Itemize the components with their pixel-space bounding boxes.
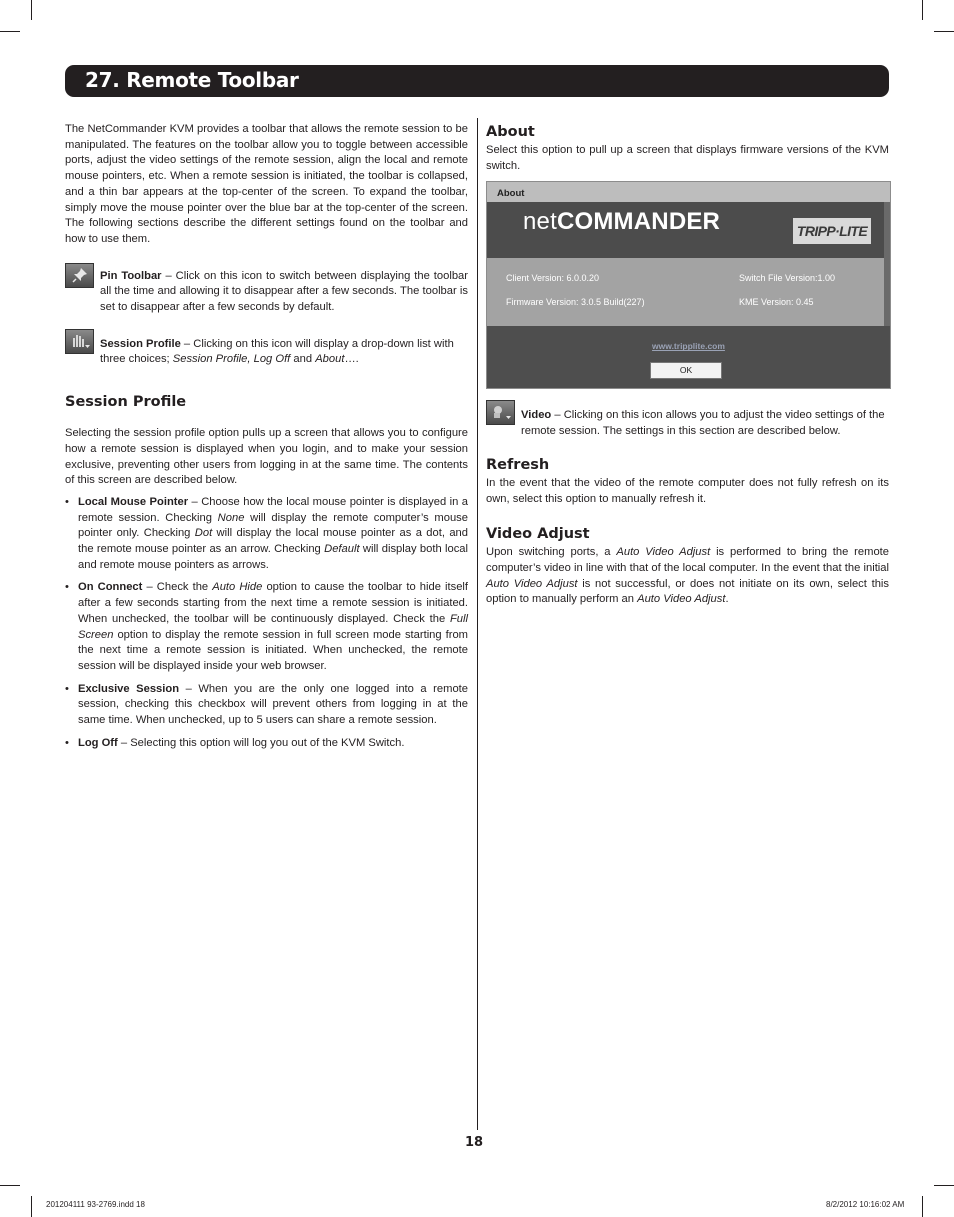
video-adjust-heading: Video Adjust: [486, 526, 590, 543]
exclusive-session-label: Exclusive Session: [78, 682, 180, 695]
refresh-text: In the event that the video of the remote computer does not fully refresh on its own, select this option to manually refresh it.: [486, 476, 889, 505]
session-profile-intro: Selecting the session profile option pulls up a screen that allows you to configure how a remote session is displayed when you login, and to make your session exclusive, preventing other users from logging in at the same time. The contents of this screen are described below.: [65, 427, 468, 487]
pin-icon[interactable]: [65, 263, 94, 288]
right-column: [486, 122, 889, 608]
tripplite-link[interactable]: www.tripplite.com: [652, 341, 725, 352]
list-item: • Local Mouse Pointer – Choose how the local mouse pointer is displayed in a remote session. Checking None will display the remote computer’s mouse pointer only. Checking Dot will display the local mouse pointer as a dot, and the remote mouse pointer as an arrow. Checking Default will display both local and remote mouse pointers as arrows.: [65, 495, 468, 571]
bullet-italic: Auto Hide: [212, 581, 263, 594]
adjust-italic: Auto Video Adjust: [486, 577, 578, 590]
bullet-text: will display the local mouse pointer as a dot, and the remote mouse pointer as an arrow. Checking: [78, 527, 468, 556]
about-window-title: About: [497, 188, 525, 200]
refresh-heading: Refresh: [486, 456, 550, 473]
bullet-italic: Default: [324, 543, 360, 556]
session-profile-bullets: [65, 495, 468, 752]
ok-button[interactable]: OK: [650, 362, 722, 379]
bullet-text: option to cause the toolbar to hide itself after a few seconds starting from the next time a remote session is initiated. When unchecked, the toolbar will be continuously displayed. Check the: [78, 581, 469, 625]
netcommander-logo: [523, 208, 721, 236]
crop-mark: [31, 0, 32, 20]
session-profile-and: and: [290, 353, 316, 366]
video-label: Video: [521, 409, 552, 422]
crop-mark: [0, 1185, 20, 1186]
video-adjust-text: [486, 545, 889, 608]
bullet-text: – When you are the only one logged into a remote session, checking this checkbox will prevent others from logging in at the same time. When unchecked, up to 5 users can share a remote session.: [78, 682, 468, 727]
pin-icon-glyph: [72, 267, 88, 283]
about-text: Select this option to pull up a screen that displays firmware versions of the KVM switch.: [486, 144, 889, 172]
page-title: 27. Remote Toolbar: [85, 68, 299, 92]
crop-mark: [934, 1185, 954, 1186]
bullet-text: – Choose how the local mouse pointer is displayed in a remote session. Checking: [78, 495, 468, 524]
crop-mark: [922, 0, 923, 20]
bullet-text: option to display the remote session in full screen mode starting from the next time a remote session is initiated. When unchecked, the remote session will be displayed inside your web browser.: [78, 628, 468, 672]
logo-net: net: [523, 208, 557, 236]
about-window-titlebar: [487, 182, 890, 202]
crop-mark: [31, 1196, 32, 1217]
session-profile-ellipsis: ….: [344, 353, 359, 366]
adjust-text: is performed to bring the remote computer’s video in line with that of the local computer. In the event that the initial: [486, 546, 889, 574]
session-profile-about: About: [315, 353, 345, 366]
switch-file-version: Switch File Version:1.00: [739, 273, 836, 284]
left-column: [65, 122, 468, 759]
adjust-italic: Auto Video Adjust: [616, 546, 711, 559]
session-hand-icon[interactable]: [65, 329, 94, 354]
kme-version: KME Version: 0.45: [739, 297, 814, 308]
crop-mark: [0, 31, 20, 32]
bullet-italic: None: [217, 511, 245, 524]
intro-paragraph: The NetCommander KVM provides a toolbar that allows the remote session to be manipulated. The features on the toolbar allow you to toggle between accessible ports, adjust the video settings of the remote session, align the local and remote mouse pointers, etc. When a remote session is initiated, the toolbar is collapsed, and a thin bar appears at the top-center of the screen. To expand the toolbar, simply move the mouse pointer over the blue bar at the top-center of the screen. The following sections describe the different settings found on the toolbar and how to use them.: [65, 123, 468, 245]
section-header-bar: [65, 65, 889, 97]
bullet-text: will display both local and remote mouse pointers as arrows.: [78, 543, 468, 571]
about-heading: About: [486, 124, 535, 140]
adjust-italic: Auto Video Adjust: [637, 593, 726, 606]
firmware-version: Firmware Version: 3.0.5 Build(227): [506, 297, 645, 308]
session-profile-item: [65, 337, 468, 368]
adjust-text: is not successful, or does not initiate on its own, select this option to manually perform an: [486, 577, 889, 606]
video-icon-glyph: [490, 403, 512, 421]
adjust-text: .: [725, 593, 729, 606]
client-version: Client Version: 6.0.0.20: [506, 273, 600, 284]
list-item: • On Connect – Check the Auto Hide option to cause the toolbar to hide itself after a few seconds starting from the next time a remote session is initiated. When unchecked, the toolbar will be continuously displayed. Check the Full Screen option to display the remote session in full screen mode starting from the next time a remote session is initiated. When unchecked, the remote session will be displayed inside your web browser.: [65, 581, 469, 672]
session-profile-label: Session Profile: [100, 337, 181, 350]
video-item: [486, 408, 889, 439]
video-icon[interactable]: [486, 400, 515, 425]
pin-toolbar-item: [65, 269, 468, 316]
about-banner: [487, 202, 884, 258]
list-item: • Exclusive Session – When you are the only one logged into a remote session, checking this checkbox will prevent others from logging in at the same time. When unchecked, up to 5 users can share a remote session.: [65, 682, 468, 727]
footer-file-name: 201204111 93-2769.indd 18: [46, 1200, 145, 1209]
list-item: • Log Off – Selecting this option will log you out of the KVM Switch.: [65, 736, 405, 749]
crop-mark: [922, 1196, 923, 1217]
about-info-panel: [487, 258, 884, 326]
pin-toolbar-desc: – Click on this icon to switch between displaying the toolbar all the time and allowing it to disappear after a few seconds. The toolbar is set to disappear after a few seconds by default.: [100, 269, 469, 314]
bullet-italic: Dot: [194, 527, 213, 540]
adjust-text: Upon switching ports, a: [486, 546, 617, 559]
column-divider: [477, 118, 478, 1130]
crop-mark: [934, 31, 954, 32]
pin-toolbar-label: Pin Toolbar: [100, 269, 162, 282]
bullet-text: – Check the: [142, 581, 213, 594]
about-window-screenshot: [486, 181, 891, 389]
video-desc: – Clicking on this icon allows you to adjust the video settings of the remote session. The settings in this section are described below.: [521, 409, 885, 438]
log-off-label: Log Off: [78, 736, 118, 749]
session-profile-desc: – Clicking on this icon will display a drop-down list with three choices;: [100, 337, 454, 366]
tripp-lite-logo: TRIPP·LITE: [793, 218, 871, 244]
on-connect-label: On Connect: [78, 581, 143, 594]
session-profile-choices: Session Profile, Log Off: [172, 353, 291, 366]
bullet-italic: Full Screen: [78, 612, 468, 641]
session-profile-heading: Session Profile: [65, 394, 187, 411]
bullet-text: will display the remote computer’s mouse pointer only. Checking: [78, 511, 468, 540]
bullet-text: – Selecting this option will log you out of the KVM Switch.: [117, 736, 405, 749]
page-number: 18: [464, 1135, 484, 1150]
about-footer: [487, 326, 890, 388]
footer-date: 8/2/2012 10:16:02 AM: [826, 1200, 905, 1209]
hand-icon-glyph: [69, 332, 91, 350]
logo-commander: COMMANDER: [556, 208, 721, 236]
local-mouse-pointer-label: Local Mouse Pointer: [78, 495, 189, 508]
